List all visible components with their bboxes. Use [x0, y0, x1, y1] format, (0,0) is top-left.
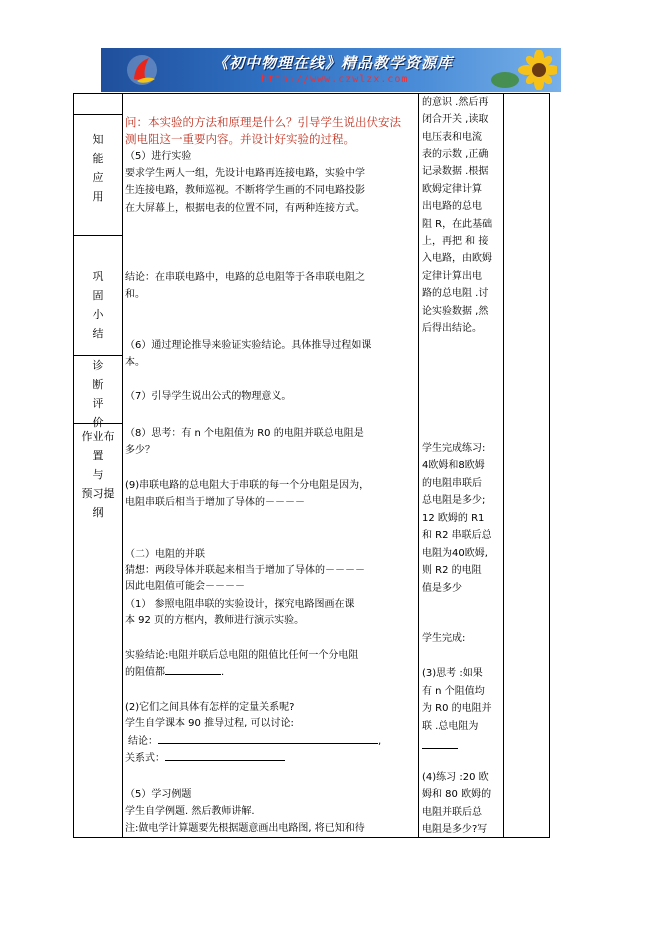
side-line: 论实验数据 ,然 — [422, 306, 489, 317]
side-line: 定律计算出电 — [422, 271, 482, 282]
content-line: 本。 — [125, 357, 145, 368]
side-line: 入电路，由欧姆 — [422, 253, 492, 264]
content-line: 电阻串联后相当于增加了导体的－－－－ — [125, 497, 305, 508]
answer-blank — [422, 738, 458, 756]
label-homework: 作业布 置 与 预习提 纲 — [81, 430, 115, 519]
content-line: 生连接电路，教师巡视。不断将学生画的不同电路投影 — [125, 185, 365, 196]
side-line: 的意识 .然后再 — [422, 97, 489, 108]
lesson-table — [73, 93, 550, 838]
side-line: 路的总电阻 .讨 — [422, 288, 489, 299]
logo-icon — [125, 53, 159, 87]
content-line: （7）引导学生说出公式的物理意义。 — [125, 391, 292, 402]
side-line: 值是多少 — [422, 583, 462, 594]
side-line: (4)练习 :20 欧 — [422, 772, 489, 783]
side-line: 阻 R，在此基础 — [422, 219, 493, 230]
answer-blank — [158, 743, 378, 744]
content-line: 的阻值都 . — [125, 667, 225, 678]
content-line: 要求学生两人一组，先设计电路再连接电路，实验中学 — [125, 168, 365, 179]
side-line: 12 欧姆的 R1 — [422, 513, 485, 524]
content-line: 和。 — [125, 289, 145, 300]
sunflower-icon — [487, 50, 557, 90]
side-line: 联 .总电阻为 — [422, 721, 479, 732]
content-line: 本 92 页的方框内，教师进行演示实验。 — [125, 615, 305, 626]
side-line: 总电阻是多少; — [422, 495, 486, 506]
content-line: （5）学习例题 — [125, 789, 192, 800]
content-line: 多少？ — [125, 445, 155, 456]
question-line: 测电阻这一重要内容。并设计好实验的过程。 — [125, 132, 355, 146]
side-line: 表的示数 ,正确 — [422, 149, 489, 160]
side-line: 记录数据 .根据 — [422, 166, 489, 177]
side-line: 上，再把 和 接 — [422, 236, 489, 247]
content-line: 因此电阻值可能会－－－－ — [125, 581, 245, 592]
banner-title: 《初中物理在线》精品教学资源库 — [213, 54, 454, 72]
side-line: 闭合开关 ,读取 — [422, 114, 489, 125]
content-line: 猜想：两段导体并联起来相当于增加了导体的－－－－ — [125, 565, 365, 576]
banner-url[interactable]: http://www.czwlzx.com — [261, 74, 409, 85]
side-line: 欧姆定律计算 — [422, 184, 482, 195]
label-consolidate: 巩 固 小 结 — [92, 270, 104, 340]
side-line: 姆和 80 欧姆的 — [422, 789, 492, 800]
side-line: 后得出结论。 — [422, 323, 482, 334]
content-line: 结论：在串联电路中，电路的总电阻等于各串联电阻之 — [125, 272, 365, 283]
side-line: 有 n 个阻值均 — [422, 686, 485, 697]
content-line: 在大屏幕上，根据电表的位置不同，有两种连接方式。 — [125, 203, 365, 214]
content-line: 学生自学课本 90 推导过程, 可以讨论: — [125, 718, 294, 729]
side-line: 的电阻串联后 — [422, 478, 482, 489]
side-line: 则 R2 的电阻 — [422, 565, 482, 576]
content-line: （5）进行实验 — [125, 151, 192, 162]
content-line: （6）通过理论推导来验证实验结论。具体推导过程如课 — [125, 340, 372, 351]
side-line: 电压表和电流 — [422, 132, 482, 143]
side-line: 和 R2 串联后总 — [422, 530, 492, 541]
side-line: 4欧姆和8欧姆 — [422, 460, 485, 471]
content-line: （1） 参照电阻串联的实验设计，探究电路图画在课 — [125, 599, 355, 610]
label-diagnose: 诊 断 评 价 — [92, 359, 104, 429]
side-line: 出电路的总电 — [422, 201, 482, 212]
content-line: （8）思考：有 n 个电阻值为 R0 的电阻并联总电阻是 — [125, 428, 364, 439]
side-line: 电阻是多少?写 — [422, 824, 488, 835]
question-line: 问：本实验的方法和原理是什么？引导学生说出伏安法 — [125, 115, 401, 129]
side-line: (3)思考 :如果 — [422, 668, 483, 679]
side-line: 电阻为40欧姆, — [422, 548, 488, 559]
header-banner — [101, 48, 561, 92]
label-apply: 知 能 应 用 — [92, 133, 104, 203]
side-line: 学生完成: — [422, 633, 466, 644]
side-line: 学生完成练习: — [422, 443, 486, 454]
answer-blank — [165, 760, 285, 761]
content-line: (2)它们之间具体有怎样的定量关系呢? — [125, 702, 295, 713]
content-line: (9)串联电路的总电阻大于串联的每一个分电阻是因为， — [125, 480, 370, 491]
side-line: 为 R0 的电阻并 — [422, 703, 492, 714]
content-line: 实验结论:电阻并联后总电阻的阻值比任何一个分电阻 — [125, 650, 359, 661]
content-line: 注:做电学计算题要先根据题意画出电路图, 将已知和待 — [125, 823, 365, 834]
content-line: 学生自学例题. 然后教师讲解. — [125, 806, 255, 817]
conclusion-line: 结论： , — [128, 736, 382, 747]
content-line: （二）电阻的并联 — [125, 549, 205, 560]
side-line: 电阻并联后总 — [422, 807, 482, 818]
answer-blank — [165, 674, 221, 675]
formula-line: 关系式： — [125, 751, 285, 767]
